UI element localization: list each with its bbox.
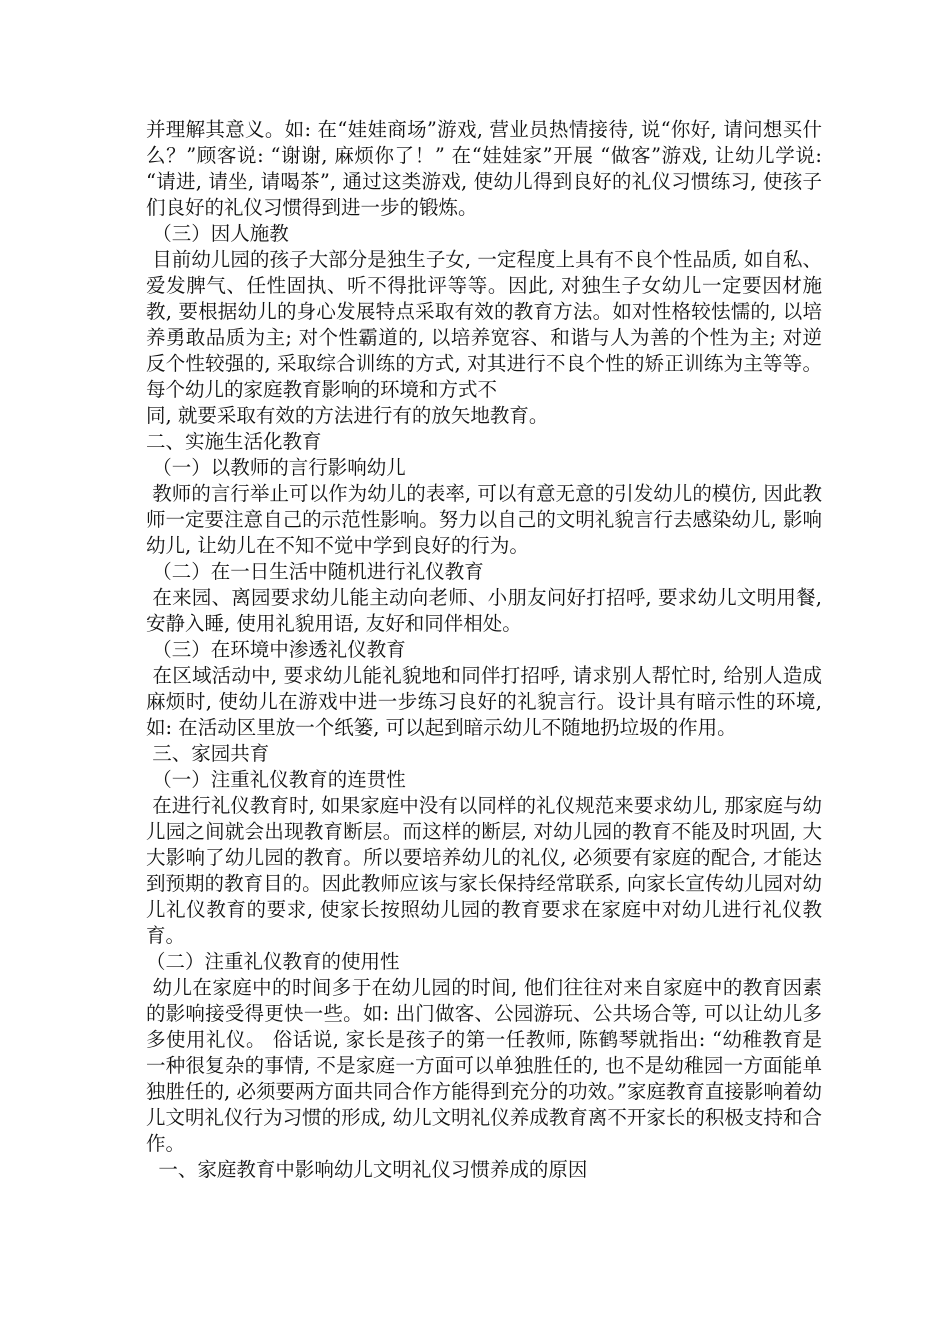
paragraph: 同, 就要采取有效的方法进行有的放矢地教育。 bbox=[146, 404, 549, 427]
chapter-heading: 三、家园共育 bbox=[146, 742, 270, 765]
paragraph: 在区域活动中, 要求幼儿能礼貌地和同伴打招呼, 请求别人帮忙时, 给别人造成麻烦时, 使幼儿在游戏中进一步练习良好的礼貌言行。设计具有暗示性的环境, 如: 在活动区里放一个纸篓, 可以起到暗示幼儿不随地扔垃圾的作用。 bbox=[146, 664, 829, 739]
section-heading: （一）以教师的言行影响幼儿 bbox=[146, 456, 406, 479]
paragraph: 目前幼儿园的孩子大部分是独生子女, 一定程度上具有不良个性品质, 如自私、爱发脾气、任性固执、听不得批评等等。因此, 对独生子女幼儿一定要因材施教, 要根据幼儿的身心发展特点采取有效的教育方法。如对性格较怯懦的, 以培养勇敢品质为主; 对个性霸道的, 以培养宽容、和谐与人为善的个性为主; 对逆反个性较强的, 采取综合训练的方式, 对其进行不良个性的矫正训练为主等等。每个幼儿的家庭教育影响的环境和方式不 bbox=[146, 248, 823, 401]
section-heading: （二）注重礼仪教育的使用性 bbox=[146, 950, 400, 973]
section-heading: （二）在一日生活中随机进行礼仪教育 bbox=[146, 560, 484, 583]
paragraph: 幼儿在家庭中的时间多于在幼儿园的时间, 他们往往对来自家庭中的教育因素的影响接受得更快一些。如: 出门做客、公园游玩、公共场合等, 可以让幼儿多多使用礼仪。 俗话说, 家长是孩子的第一任教师, 陈鹤琴就指出: “幼稚教育是一种很复杂的事情, 不是家庭一方面可以单独胜任的, 也不是幼稚园一方面能单独胜任的, 必须要两方面共同合作方能得到充分的功效。”家庭教育直接影响着幼儿文明礼仪行为习惯的形成, 幼儿文明礼仪养成教育离不开家长的积极支持和合作。 bbox=[146, 976, 822, 1155]
paragraph: 在来园、离园要求幼儿能主动向老师、小朋友问好打招呼, 要求幼儿文明用餐, 安静入睡, 使用礼貌用语, 友好和同伴相处。 bbox=[146, 586, 829, 635]
chapter-heading: 一、家庭教育中影响幼儿文明礼仪习惯养成的原因 bbox=[146, 1158, 588, 1181]
paragraph: 在进行礼仪教育时, 如果家庭中没有以同样的礼仪规范来要求幼儿, 那家庭与幼儿园之间就会出现教育断层。而这样的断层, 对幼儿园的教育不能及时巩固, 大大影响了幼儿园的教育。所以要培养幼儿的礼仪, 必须要有家庭的配合, 才能达到预期的教育目的。因此教师应该与家长保持经常联系, 向家长宣传幼儿园对幼儿礼仪教育的要求, 使家长按照幼儿园的教育要求在家庭中对幼儿进行礼仪教育。 bbox=[146, 794, 823, 947]
section-heading: （三）在环境中渗透礼仪教育 bbox=[146, 638, 406, 661]
section-heading: （一）注重礼仪教育的连贯性 bbox=[146, 768, 406, 791]
paragraph: 教师的言行举止可以作为幼儿的表率, 可以有意无意的引发幼儿的模仿, 因此教师一定要注意自己的示范性影响。努力以自己的文明礼貌言行去感染幼儿, 影响幼儿, 让幼儿在不知不觉中学到良好的行为。 bbox=[146, 482, 823, 557]
document-body bbox=[146, 117, 829, 1183]
chapter-heading: 二、实施生活化教育 bbox=[146, 430, 322, 453]
paragraph: 并理解其意义。如: 在“娃娃商场”游戏, 营业员热情接待, 说“你好, 请问想买什么？”顾客说: “谢谢, 麻烦你了！” 在“娃娃家”开展 “做客”游戏, 让幼儿学说: “请进, 请坐, 请喝茶”, 通过这类游戏, 使幼儿得到良好的礼仪习惯练习, 使孩子们良好的礼仪习惯得到进一步的锻炼。 bbox=[146, 118, 829, 219]
section-heading: （三）因人施教 bbox=[146, 222, 289, 245]
